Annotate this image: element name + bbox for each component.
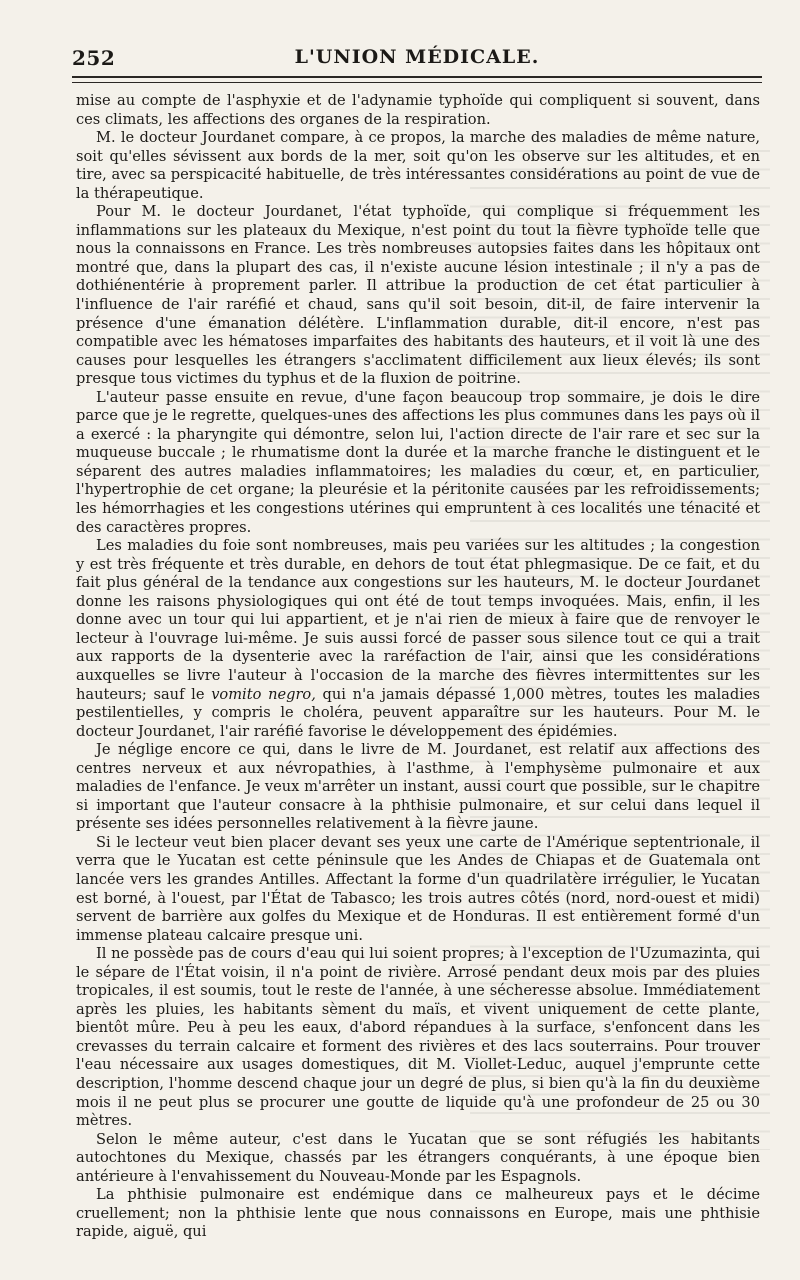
paragraph: L'auteur passe ensuite en revue, d'une façon beaucoup trop sommaire, je dois le dire parce que je le regrette, quelques-unes des affections les plus communes dans les pays où il a exercé : la pharyngite qui démontre, selon lui, l'action directe de l'air rare et sec sur la muqueuse buccale ; le rhumatisme dont la durée et la marche franche le distinguent et le séparent des autres maladies inflammatoires; les maladies du cœur, et, en particulier, l'hypertrophie de cet organe; la pleurésie et la péritonite causées par les refroidissements; les hémorrhagies et les congestions utérines qui empruntent à ces localités une ténacité et des caractères propres. [76,388,760,536]
paragraph: Pour M. le docteur Jourdanet, l'état typhoïde, qui complique si fréquemment les inflammations sur les plateaux du Mexique, n'est point du tout la fièvre typhoïde telle que nous la connaissons en France. Les très nombreuses autopsies faites dans les hôpitaux ont montré que, dans la plupart des cas, il n'existe aucune lésion intestinale ; il n'y a pas de dothiénentérie à proprement parler. Il attribue la production de cet état particulier à l'influence de l'air raréfié et chaud, sans qu'il soit besoin, dit-il, de faire intervenir la présence d'une émanation délétère. L'inflammation durable, dit-il encore, n'est pas compatible avec les hématoses imparfaites des habitants des hauteurs, et il voit là une des causes pour lesquelles les étrangers s'acclimatent difficilement aux lieux élevés; ils sont presque tous victimes du typhus et de la fluxion de poitrine. [76,203,760,388]
paragraph: M. le docteur Jourdanet compare, à ce propos, la marche des maladies de même nature, soit qu'elles sévissent aux bords de la mer, soit qu'on les observe sur les altitudes, et en tire, avec sa perspicacité habituelle, de très intéressantes considérations au point de vue de la thérapeutique. [76,129,760,202]
paragraph: Je néglige encore ce qui, dans le livre de M. Jourdanet, est relatif aux affections des centres nerveux et aux névropathies, à l'asthme, à l'emphysème pulmonaire et aux maladies de l'enfance. Je veux m'arrêter un instant, aussi court que possible, sur le chapitre si important que l'auteur consacre à la phthisie pulmonaire, et sur celui dans lequel il présente ses idées personnelles relativement à la fièvre jaune. [76,741,760,833]
body-text [76,92,760,1242]
paragraph-text: qui n'a jamais dépassé 1,000 mètres, toutes les maladies pestilentielles, y compris le choléra, peuvent apparaître sur les hauteurs. Pour M. le docteur Jourdanet, l'air raréfié favorise le développement des épidémies. [76,685,760,740]
header-rule-thin [72,82,762,83]
page-header [72,40,762,80]
paragraph [76,537,760,741]
running-title: L'UNION MÉDICALE. [294,46,540,68]
paragraph: mise au compte de l'asphyxie et de l'adynamie typhoïde qui compliquent si souvent, dans ces climats, les affections des organes de la respiration. [76,92,760,128]
paragraph: Si le lecteur veut bien placer devant ses yeux une carte de l'Amérique septentrionale, il verra que le Yucatan est cette péninsule que les Andes de Chiapas et de Guatemala ont lancée vers les grandes Antilles. Affectant la forme d'un quadrilatère irrégulier, le Yucatan est borné, à l'ouest, par l'État de Tabasco; les trois autres côtés (nord, nord-ouest et midi) servent de barrière aux golfes du Mexique et de Honduras. Il est entièrement formé d'un immense plateau calcaire presque uni. [76,833,760,944]
italic-term: vomito negro, [211,685,316,703]
header-rule [72,76,762,78]
paragraph: Il ne possède pas de cours d'eau qui lui soient propres; à l'exception de l'Uzumazinta, qui le sépare de l'État voisin, il n'a point de rivière. Arrosé pendant deux mois par des pluies tropicales, il est soumis, tout le reste de l'année, à une sécheresse absolue. Immédiatement après les pluies, les habitants sèment du maïs, et vivent uniquement de cette plante, bientôt mûre. Peu à peu les eaux, d'abord répandues à la surface, s'enfoncent dans les crevasses du terrain calcaire et forment des rivières et des lacs souterrains. Pour trouver l'eau nécessaire aux usages domestiques, dit M. Viollet-Leduc, auquel j'emprunte cette description, l'homme descend chaque jour un degré de plus, si bien qu'à la fin du deuxième mois il ne peut plus se procurer une goutte de liquide qu'à une profondeur de 25 ou 30 mètres. [76,945,760,1130]
page-number: 252 [72,46,116,70]
paragraph: La phthisie pulmonaire est endémique dans ce malheureux pays et le décime cruellement; non la phthisie lente que nous connaissons en Europe, mais une phthisie rapide, aiguë, qui [76,1186,760,1241]
paragraph: Selon le même auteur, c'est dans le Yucatan que se sont réfugiés les habitants autochtones du Mexique, chassés par les étrangers conquérants, à une époque bien antérieure à l'envahissement du Nouveau-Monde par les Espagnols. [76,1130,760,1185]
paragraph-text: Les maladies du foie sont nombreuses, mais peu variées sur les altitudes ; la congestion y est très fréquente et très durable, en dehors de tout état phlegmasique. De ce fait, et du fait plus général de la tendance aux congestions sur les hauteurs, M. le docteur Jourdanet donne les raisons physiologiques qui ont été de tout temps invoquées. Mais, enfin, il les donne avec un tour qui lui appartient, et je n'ai rien de mieux à faire que de renvoyer le lecteur à l'ouvrage lui-même. Je suis aussi forcé de passer sous silence tout ce qui a trait aux rapports de la dysenterie avec la raréfaction de l'air, ainsi que les considérations auxquelles se livre l'auteur à l'occasion de la marche des fièvres intermittentes sur les hauteurs; sauf le [76,537,760,703]
